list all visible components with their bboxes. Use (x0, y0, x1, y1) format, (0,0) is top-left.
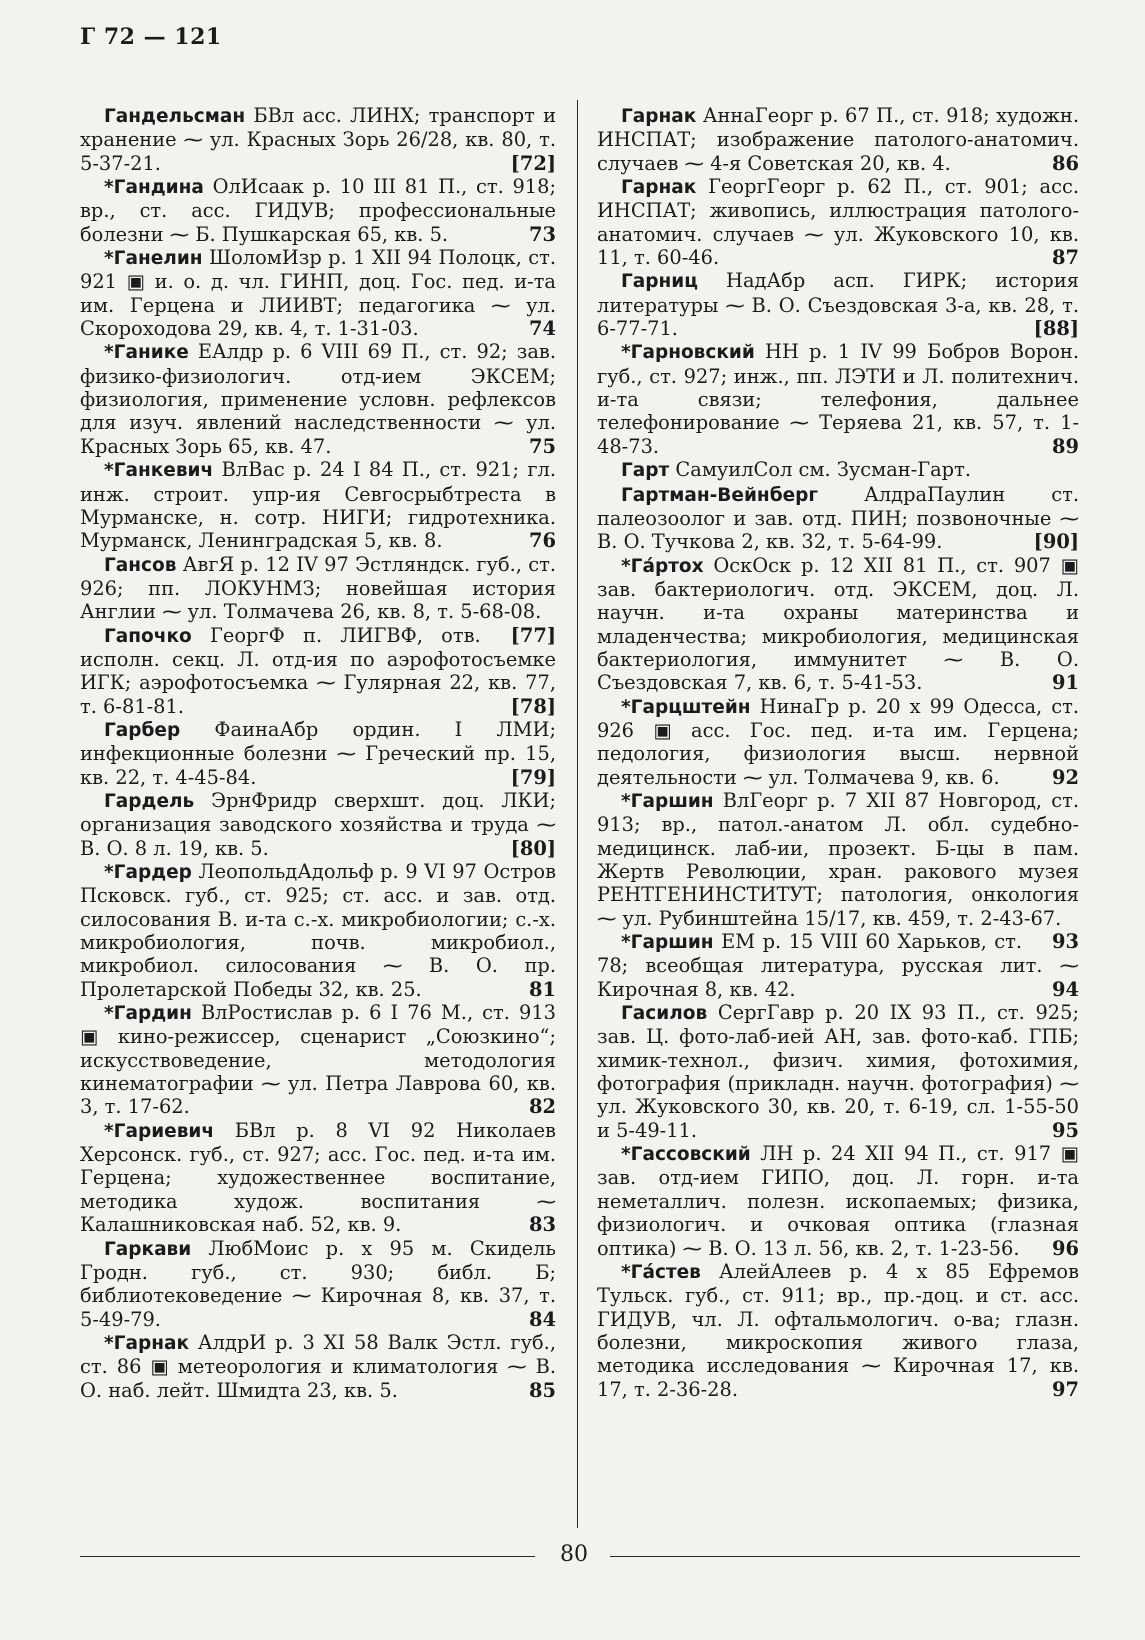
entry-text: ВлВас р. 24 I 84 П., ст. 921; гл. инж. строит. упр-ия Севгосрыбтреста в Мурманске, н. сотр. НИГИ; гидротехника. Мурманск, Ленинградская 5, кв. 8. (80, 458, 556, 553)
entry-number: 74 (529, 317, 556, 341)
entry-text: ГеоргГеорг р. 62 П., ст. 901; асс. ИНСПАТ; живопись, иллюстрация патолого-анатомич. случаев ⁓ ул. Жуковского 10, кв. 11, т. 60-46. (597, 175, 1079, 270)
directory-entry (80, 1119, 556, 1237)
left-column (80, 104, 556, 1402)
entry-name: Гаркави (104, 1238, 192, 1260)
entry-text: ВлРостислав р. 6 I 76 М., ст. 913 ▣ кино-режиссер, сценарист „Союзкино“; искусствоведение, методология кинематографии ⁓ ул. Петра Лаврова 60, кв. 3, т. 17-62. (80, 1001, 556, 1119)
entry-name: Гарнак (621, 177, 697, 199)
entry-text: АлдрИ р. 3 XI 58 Валк Эстл. губ., ст. 86 ▣ метеорология и климатология ⁓ В. О. наб. лейт. Шмидта 23, кв. 5. (80, 1330, 556, 1402)
entry-number: 97 (1052, 1377, 1079, 1401)
directory-entry (80, 104, 556, 175)
entry-name: *Гаршин (621, 790, 714, 812)
page-number: 80 (560, 1542, 588, 1567)
footer-rule-right (610, 1556, 1080, 1557)
entry-name: *Гардер (104, 862, 192, 883)
entry-name: *Гаршин (621, 932, 714, 954)
directory-entry (597, 340, 1079, 458)
entry-number: [77] (510, 623, 556, 647)
entry-name: *Ганелин (104, 248, 203, 270)
running-header: Г 72 — 121 (80, 24, 222, 50)
directory-entry (597, 269, 1079, 340)
entry-text: ЛН р. 24 XII 94 П., ст. 917 ▣ зав. отд-ием ГИПО, доц. Л. горн. и-та неметаллич. полезн. ископаемых; физика, физиологич. и очковая оптика (глазная оптика) ⁓ В. О. 13 л. 56, кв. 2, т. 1-23-56. (597, 1142, 1079, 1260)
entry-text: ФаинаАбр ордин. I ЛМИ; инфекционные болезни ⁓ Греческий пр. 15, кв. 22, т. 4-45-84. (80, 717, 556, 789)
entry-text: ЛеопольдАдольф р. 9 VI 97 Остров Псковск. губ., ст. 925; ст. асс. и зав. отд. силосования В. и-та с.-х. микробиологии; с.-х. микробиология, почв. микробиол., микробиол. силосования ⁓ В. О. пр. Пролетарской Победы 32, кв. 25. (80, 860, 556, 1001)
entry-text: АлдраПаулин ст. палеозоолог и зав. отд. ПИН; позвоночные ⁓ В. О. Тучкова 2, кв. 32, т. 5-64-99. (597, 482, 1079, 554)
directory-entry (597, 175, 1079, 269)
entry-name: *Гáстев (621, 1261, 701, 1283)
entry-name: Гарбер (104, 719, 181, 741)
entry-name: Гансов (104, 554, 177, 576)
entry-text: БВл р. 8 VI 92 Николаев Херсонск. губ., ст. 927; асс. Гос. пед. и-та им. Герцена; художественнее воспитание, методика худож. воспитания ⁓ Калашниковская наб. 52, кв. 9. (80, 1118, 556, 1237)
entry-text: НН р. 1 IV 99 Бобров Ворон. губ., ст. 927; инж., пп. ЛЭТИ и Л. политехнич. и-та связи; телефония, дальнее телефонирование ⁓ Теряева 21, кв. 57, т. 1-48-73. (597, 340, 1079, 458)
entry-text: ОлИсаак р. 10 III 81 П., ст. 918; вр., ст. асс. ГИДУВ; профессиональные болезни ⁓ Б. Пушкарская 65, кв. 5. (80, 175, 556, 246)
entry-number: 89 (1052, 434, 1079, 458)
entry-text: НадАбр асп. ГИРК; история литературы ⁓ В. О. Съездовская 3-а, кв. 28, т. 6-77-71. (597, 269, 1079, 341)
entry-name: *Гандина (104, 177, 204, 199)
entry-number: [79] (510, 765, 556, 789)
entry-number: [88] (1033, 317, 1079, 341)
entry-number: [78] (510, 694, 556, 718)
entry-name: *Ганике (104, 342, 189, 364)
entry-name: *Гарнак (104, 1332, 190, 1354)
entry-name: Гарниц (621, 271, 698, 293)
entry-text: ГеоргФ п. ЛИГВФ, отв. исполн. секц. Л. отд-ия по аэрофотосъемке ИГК; аэрофотосъемка ⁓ Гулярная 22, кв. 77, т. 6-81-81. (80, 623, 556, 718)
directory-entry (80, 340, 556, 458)
column-divider (577, 100, 578, 1528)
directory-entry (597, 1142, 1079, 1260)
entry-text: ШоломИзр р. 1 XII 94 Полоцк, ст. 921 ▣ и. о. д. чл. ГИНП, доц. Гос. пед. и-та им. Герцена и ЛИИВТ; педагогика ⁓ ул. Скороходова 29, кв. 4, т. 1-31-03. (80, 246, 556, 341)
entry-name: Гандельсман (104, 106, 246, 127)
entry-number: 81 (529, 977, 556, 1001)
entry-name: *Ганкевич (104, 460, 214, 482)
entry-number: [80] (510, 836, 556, 860)
entry-text: ЕМ р. 15 VIII 60 Харьков, ст. 78; всеобщая литература, русская лит. ⁓ Кирочная 8, кв. 42. (597, 930, 1079, 1001)
directory-entry (80, 1331, 556, 1402)
entry-name: Гартман-Вейнберг (621, 484, 819, 506)
entry-number: 87 (1052, 246, 1079, 270)
entry-text: АвгЯ р. 12 IV 97 Эстляндск. губ., ст. 926; пп. ЛОКУНМЗ; новейшая история Англии ⁓ ул. Толмачева 26, кв. 8, т. 5-68-08. (80, 552, 556, 624)
entry-name: Гапочко (104, 625, 192, 647)
entry-name: *Гарновский (621, 342, 755, 364)
entry-number: 86 (1052, 151, 1079, 175)
entry-text: СергГавр р. 20 IX 93 П., ст. 925; зав. Ц. фото-лаб-ией АН, зав. фото-каб. ГПБ; химик-технол., физич. химия, фотохимия, фотография (прикладн. научн. фотография) ⁓ ул. Жуковского 30, кв. 20, т. 6-19, сл. 1-55-50 и 5-49-11. (597, 1001, 1079, 1142)
entry-number: 76 (529, 529, 556, 553)
directory-entry (597, 1001, 1079, 1142)
entry-number: [90] (1033, 530, 1079, 554)
entry-name: *Гариевич (104, 1120, 215, 1142)
entry-name: Гардель (104, 790, 195, 812)
entry-text: ЭрнФридр сверхшт. доц. ЛКИ; организация заводского хозяйства и труда ⁓ В. О. 8 л. 19, кв. 5. (80, 788, 556, 860)
entry-text: АннаГеорг р. 67 П., ст. 918; художн. ИНСПАТ; изображение патолого-анатомич. случаев ⁓ 4-я Советская 20, кв. 4. (597, 104, 1079, 175)
directory-entry (597, 104, 1079, 175)
entry-number: 73 (529, 222, 556, 246)
directory-entry (80, 789, 556, 860)
entry-name: *Гардин (104, 1003, 192, 1025)
entry-name: *Гарцштейн (621, 696, 751, 718)
entry-number: 83 (529, 1213, 556, 1237)
directory-entry (80, 175, 556, 246)
entry-name: *Гáртох (621, 555, 704, 577)
entry-number: 94 (1052, 977, 1079, 1001)
entry-number: 84 (529, 1307, 556, 1331)
entry-text: СамуилСол см. Зусман-Гарт. (675, 458, 971, 482)
entry-text: БВл асс. ЛИНХ; транспорт и хранение ⁓ ул. Красных Зорь 26/28, кв. 80, т. 5-37-21. (80, 104, 556, 175)
entry-number: 93 (1052, 930, 1079, 954)
entry-number: 95 (1052, 1118, 1079, 1142)
entry-number: 92 (1052, 765, 1079, 789)
directory-entry (597, 930, 1079, 1001)
right-column (597, 104, 1079, 1401)
entry-text: ВлГеорг р. 7 XII 87 Новгород, ст. 913; вр., патол.-анатом Л. обл. судебно-медицинск. лаб-ии, прозект. Б-цы в пам. Жертв Революции, хран. ракового музея РЕНТГЕНИНСТИТУТ; патология, онкология ⁓ ул. Рубинштейна 15/17, кв. 459, т. 2-43-67. (597, 788, 1079, 930)
entry-text: ОскОск р. 12 XII 81 П., ст. 907 ▣ зав. бактериологич. отд. ЭКСЕМ, доц. Л. научн. и-та охраны материнства и младенчества; микробиология, медицинская бактериология, иммунитет ⁓ В. О. Съездовская 7, кв. 6, т. 5-41-53. (597, 553, 1079, 695)
directory-entry (597, 483, 1079, 554)
directory-entry (80, 1237, 556, 1331)
entry-number: 85 (529, 1378, 556, 1402)
directory-entry (597, 554, 1079, 695)
entry-text: АлейАлеев р. 4 x 85 Ефремов Тульск. губ., ст. 911; вр., пр.-доц. и ст. асс. ГИДУВ, чл. Л. офтальмологич. о-ва; глазн. болезни, микроскопия живого глаза, методика исследования ⁓ Кирочная 17, кв. 17, т. 2-36-28. (597, 1259, 1079, 1401)
entry-number: 82 (529, 1095, 556, 1119)
entry-number: [72] (510, 151, 556, 175)
directory-entry (80, 624, 556, 718)
entry-name: Гасилов (621, 1003, 708, 1025)
directory-entry (80, 246, 556, 340)
footer-rule-left (80, 1556, 535, 1557)
directory-entry (597, 458, 1079, 482)
entry-number: 91 (1052, 671, 1079, 695)
entry-number: 75 (529, 434, 556, 458)
directory-entry (80, 860, 556, 1001)
directory-entry (80, 718, 556, 789)
entry-name: Гарнак (621, 106, 697, 127)
entry-text: ЕАлдр р. 6 VIII 69 П., ст. 92; зав. физико-физиологич. отд-ием ЭКСЕМ; физиология, применение условн. рефлексов для изуч. явлений наследственности ⁓ ул. Красных Зорь 65, кв. 47. (80, 340, 556, 458)
directory-entry (597, 788, 1079, 954)
entry-name: Гарт (621, 460, 670, 482)
directory-entry (597, 695, 1079, 789)
entry-name: *Гассовский (621, 1144, 751, 1166)
directory-entry (80, 1001, 556, 1119)
directory-entry (597, 1260, 1079, 1401)
entry-number: 96 (1052, 1236, 1079, 1260)
directory-entry (80, 458, 556, 552)
entry-text: НинаГр р. 20 x 99 Одесса, ст. 926 ▣ асс. Гос. пед. и-та им. Герцена; педология, физиология высш. нервной деятельности ⁓ ул. Толмачева 9, кв. 6. (597, 694, 1079, 789)
entry-text: ЛюбМоис р. x 95 м. Скидель Гродн. губ., ст. 930; библ. Б; библиотековедение ⁓ Кирочная 8, кв. 37, т. 5-49-79. (80, 1236, 556, 1331)
